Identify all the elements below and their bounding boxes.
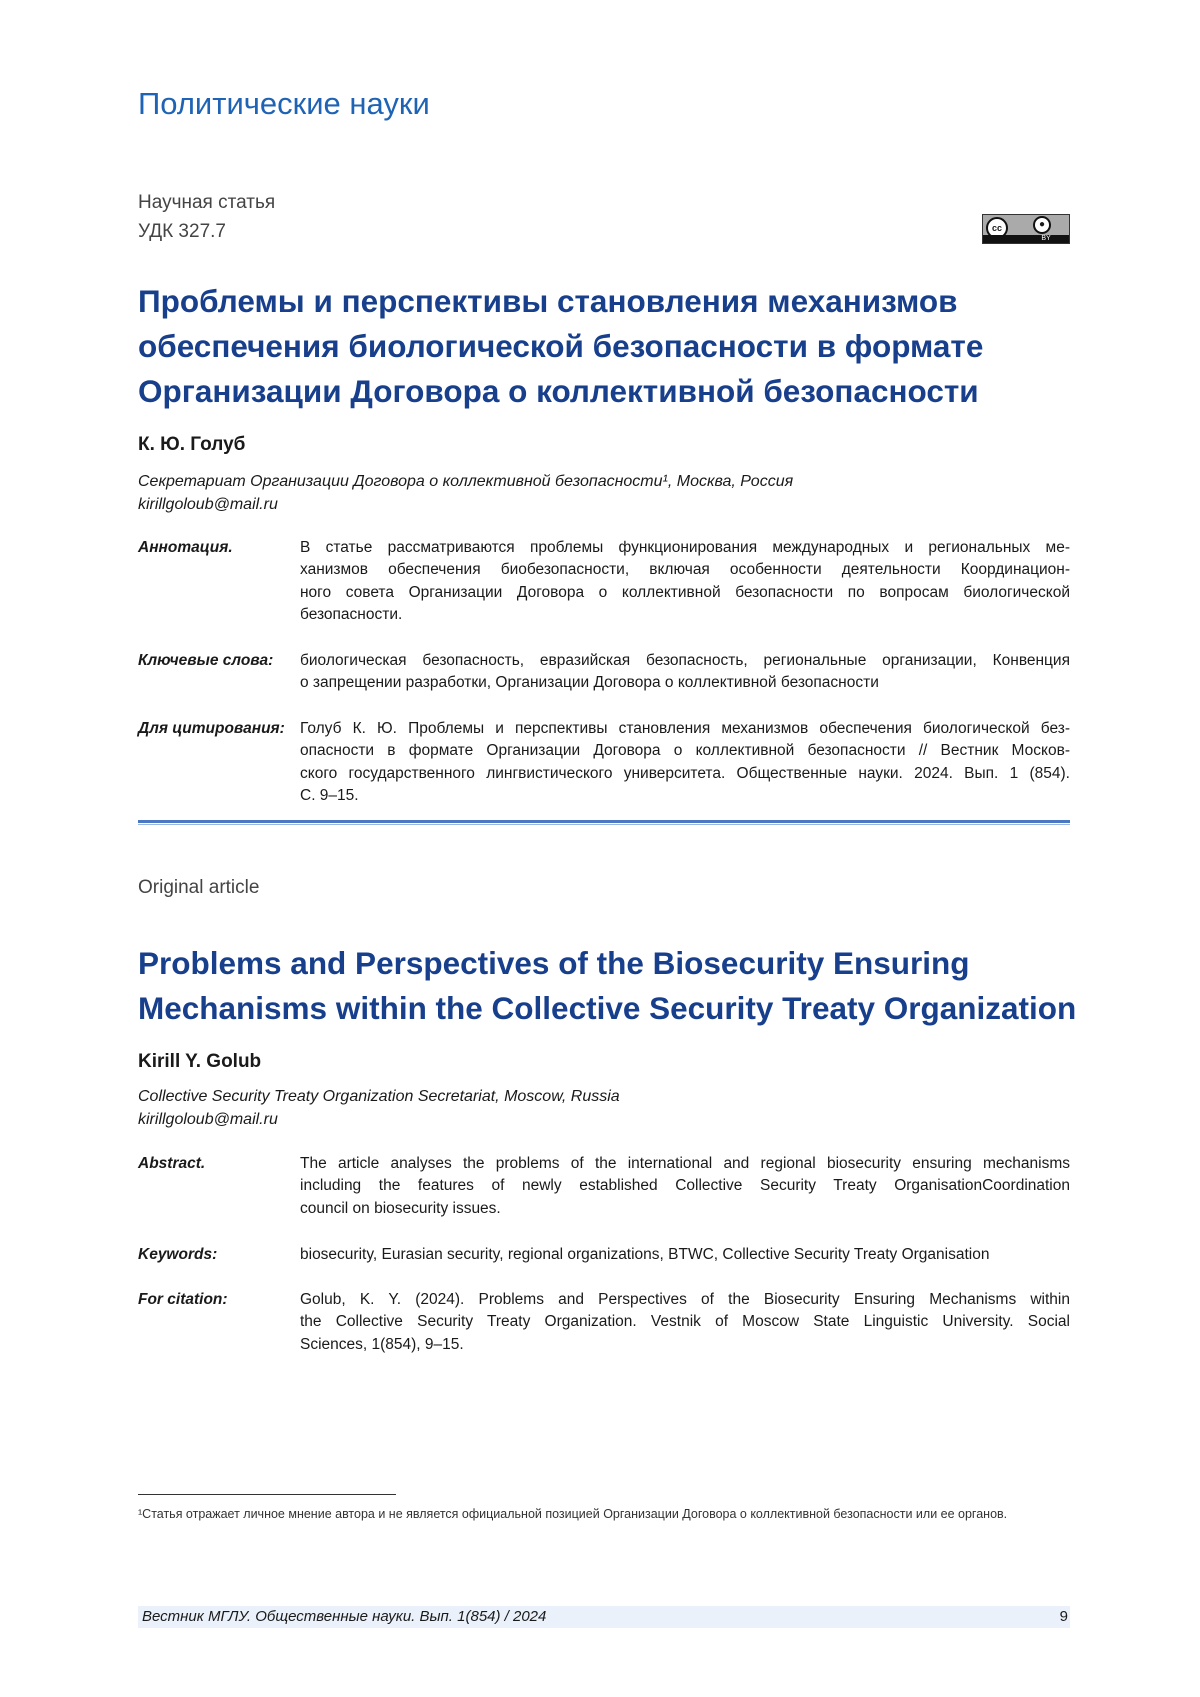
title-line: Problems and Perspectives of the Biosecurity Ensuring [138, 941, 1088, 986]
text-line: безопасности. [300, 604, 1070, 626]
cc-icon: cc [986, 217, 1008, 239]
title-line: Организации Договора о коллективной безопасности [138, 369, 1088, 414]
text-line: ского государственного лингвистического университета. Общественные науки. 2024. Вып. 1 (854). [300, 763, 1070, 785]
text-line: ханизмов обеспечения биобезопасности, включая особенности деятельности Координацион- [300, 559, 1070, 581]
divider [138, 824, 1070, 825]
email-ru[interactable]: kirillgoloub@mail.ru [138, 493, 278, 516]
text-line: including the features of newly established Collective Security Treaty OrganisationCoordination [300, 1175, 1070, 1197]
text-line: С. 9–15. [300, 785, 1070, 807]
journal-name: Вестник МГЛУ. Общественные науки. Вып. 1(854) / 2024 [142, 1608, 546, 1625]
cc-by-license-badge[interactable] [982, 214, 1070, 244]
text-line: опасности в формате Организации Договора о коллективной безопасности // Вестник Москов- [300, 740, 1070, 762]
author-en: Kirill Y. Golub [138, 1051, 261, 1073]
author-ru: К. Ю. Голуб [138, 434, 245, 456]
text-line: Sciences, 1(854), 9–15. [300, 1334, 1070, 1356]
title-line: обеспечения биологической безопасности в формате [138, 324, 1088, 369]
affiliation-en: Collective Security Treaty Organization Secretariat, Moscow, Russia [138, 1085, 620, 1108]
footnote: ¹Статья отражает личное мнение автора и не является официальной позицией Организации Договора о коллективной безопасности или ее органов. [138, 1504, 1070, 1524]
citation-label-en: For citation: [138, 1291, 228, 1309]
text-line: о запрещении разработки, Организации Договора о коллективной безопасности [300, 672, 1070, 694]
title-line: Mechanisms within the Collective Security Treaty Organization [138, 986, 1088, 1031]
text-line: Golub, K. Y. (2024). Problems and Perspectives of the Biosecurity Ensuring Mechanisms within [300, 1289, 1070, 1311]
person-icon: ● [1033, 216, 1051, 234]
abstract-label: Abstract. [138, 1155, 205, 1173]
article-type-ru: Научная статья [138, 192, 275, 214]
text-line: the Collective Security Treaty Organization. Vestnik of Moscow State Linguistic University. Social [300, 1311, 1070, 1333]
keywords-text-en [300, 1244, 1070, 1266]
text-line: биологическая безопасность, евразийская безопасность, региональные организации, Конвенция [300, 650, 1070, 672]
text-line: council on biosecurity issues. [300, 1198, 1070, 1220]
text-line: Голуб К. Ю. Проблемы и перспективы становления механизмов обеспечения биологической без- [300, 718, 1070, 740]
udc: УДК 327.7 [138, 221, 226, 243]
keywords-label-en: Keywords: [138, 1246, 217, 1264]
email-en[interactable]: kirillgoloub@mail.ru [138, 1108, 278, 1131]
keywords-label-ru: Ключевые слова: [138, 652, 273, 670]
title-line: Проблемы и перспективы становления механизмов [138, 279, 1088, 324]
annotation-text [300, 537, 1070, 627]
title-en [138, 941, 1088, 1031]
abstract-text [300, 1153, 1070, 1220]
footnote-rule [138, 1494, 396, 1495]
keywords-text-ru [300, 650, 1070, 695]
annotation-label: Аннотация. [138, 539, 233, 557]
by-label: BY [983, 235, 1069, 243]
page-footer [138, 1606, 1070, 1628]
text-line: В статье рассматриваются проблемы функционирования международных и региональных ме- [300, 537, 1070, 559]
journal-section: Политические науки [138, 86, 430, 122]
citation-text-ru [300, 718, 1070, 808]
text-line: biosecurity, Eurasian security, regional organizations, BTWC, Collective Security Treaty Organisation [300, 1244, 1070, 1266]
affiliation-ru: Секретариат Организации Договора о коллективной безопасности¹, Москва, Россия [138, 470, 793, 493]
text-line: ного совета Организации Договора о коллективной безопасности по вопросам биологической [300, 582, 1070, 604]
text-line: The article analyses the problems of the international and regional biosecurity ensuring mechanisms [300, 1153, 1070, 1175]
citation-label-ru: Для цитирования: [138, 720, 285, 738]
divider [138, 820, 1070, 823]
title-ru [138, 279, 1088, 414]
article-type-en: Original article [138, 877, 259, 899]
page-number: 9 [1060, 1608, 1068, 1625]
citation-text-en [300, 1289, 1070, 1356]
